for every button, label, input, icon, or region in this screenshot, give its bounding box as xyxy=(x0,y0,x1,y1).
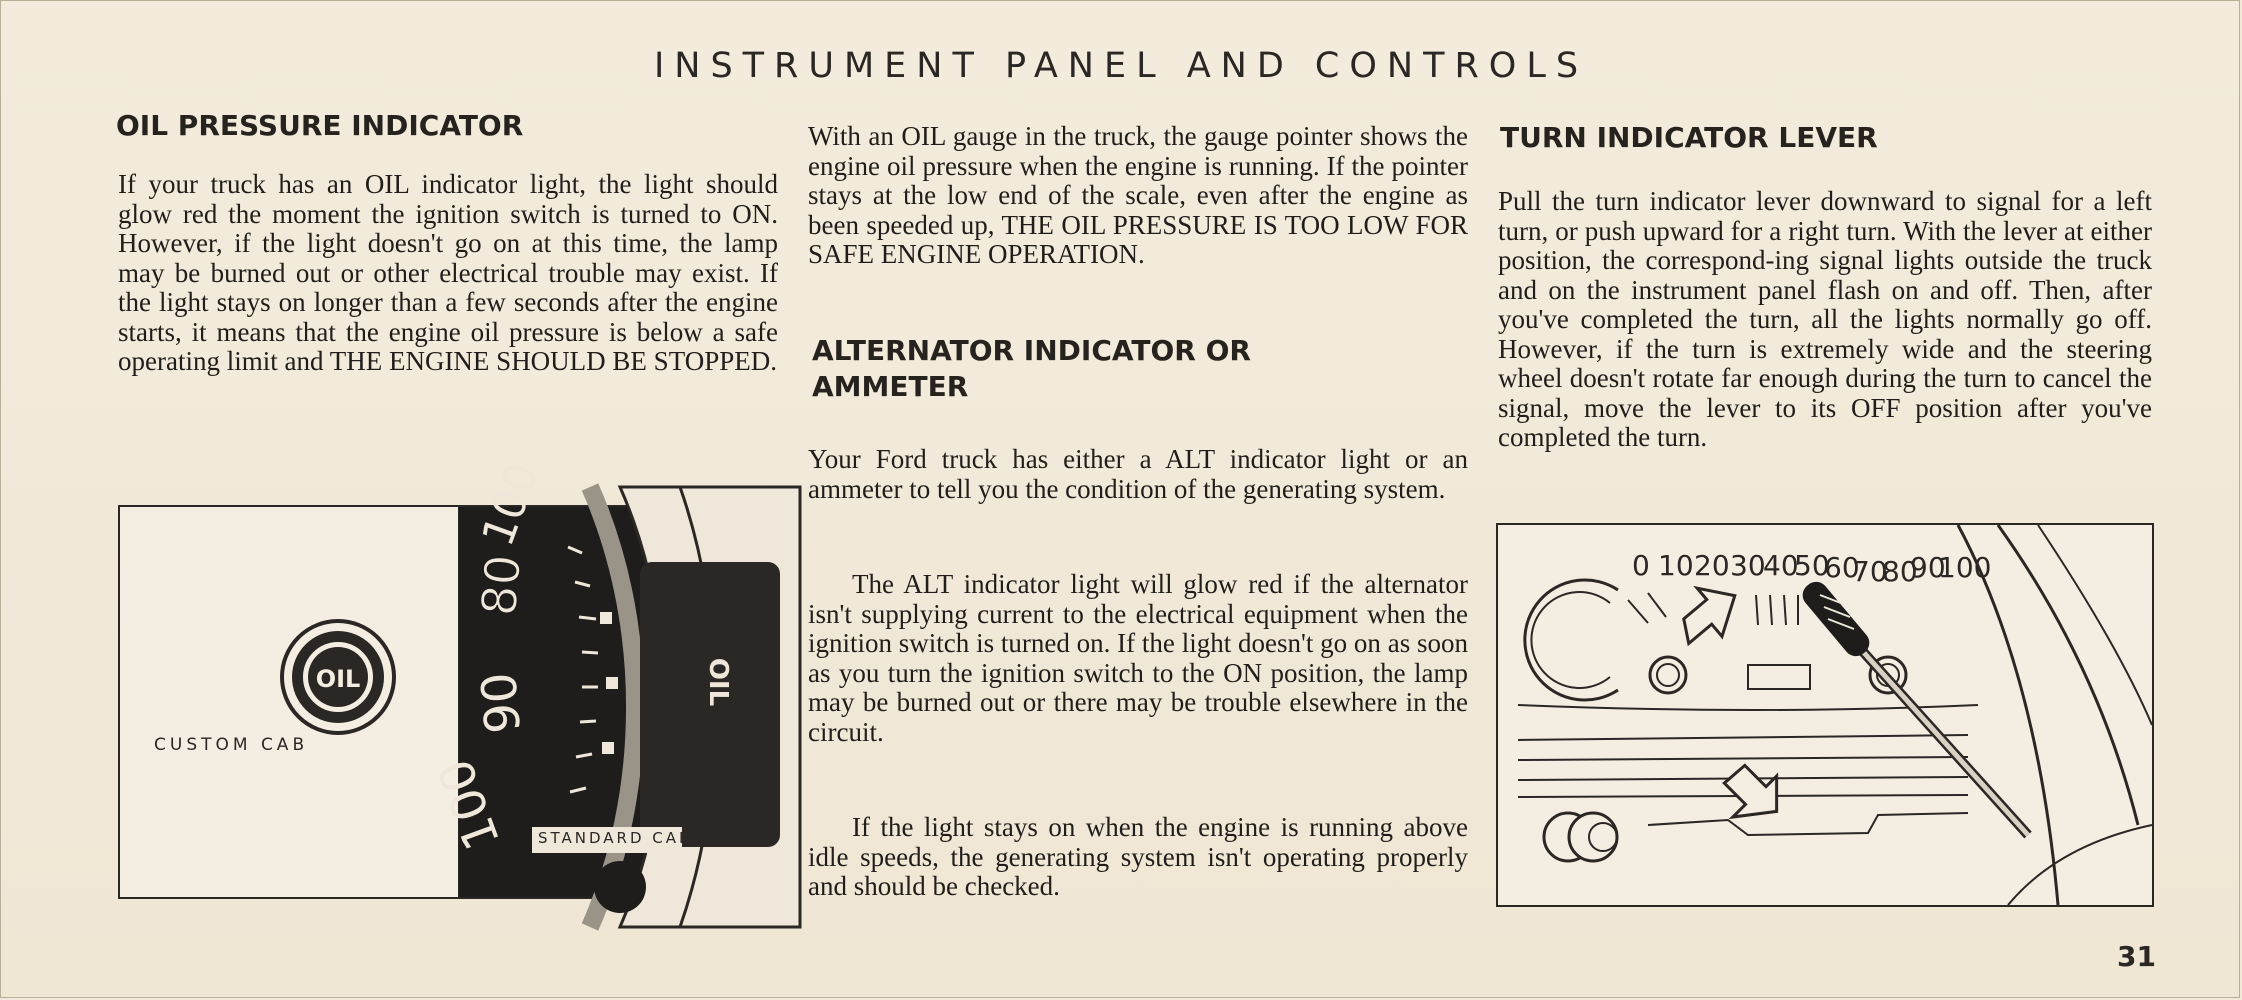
page-number: 31 xyxy=(2117,940,2156,973)
oil-pressure-paragraph: If your truck has an OIL indicator light, the light should glow red the moment the ignition switch is turned to ON. However, if the light doesn't go on at this time, the lamp may be burned out or other electrical trouble may exist. If the light stays on longer than a few seconds after the engine starts, it means that the engine oil pressure is below a safe operating limit and THE ENGINE SHOULD BE STOPPED. xyxy=(118,169,778,376)
speedo-numeral-90: 90 xyxy=(470,670,532,736)
oil-pressure-heading: OIL PRESSURE INDICATOR xyxy=(116,109,524,142)
turn-speedo-40: 40 xyxy=(1763,549,1799,582)
alternator-paragraph-1: Your Ford truck has either a ALT indicator light or an ammeter to tell you the condition of the generating system. xyxy=(808,444,1468,504)
turn-speedo-0: 0 xyxy=(1632,549,1650,582)
turn-lever-knob xyxy=(1798,577,1874,661)
speedo-numeral-80: 80 xyxy=(471,552,533,619)
page-title: INSTRUMENT PANEL AND CONTROLS xyxy=(653,46,1589,86)
turn-indicator-heading: TURN INDICATOR LEVER xyxy=(1500,121,1878,154)
speedo-numeral-100-top: 100 xyxy=(472,456,550,553)
custom-cab-caption: CUSTOM CAB xyxy=(154,735,309,755)
oil-gauge-text: OIL xyxy=(703,657,733,707)
turn-speedo-10: 10 xyxy=(1658,549,1694,582)
turn-up-arrow xyxy=(1665,573,1750,656)
turn-indicator-paragraph: Pull the turn indicator lever downward to signal for a left turn, or push upward for a right turn. With the lever at either position, the correspond-ing signal lights outside the truck and on the instrument panel flash on and off. Then, after you've completed the turn, all the lights normally go off. However, if the turn is extremely wide and the steering wheel doesn't rotate far enough during the turn to cancel the signal, move the lever to its OFF position after you've completed the turn. xyxy=(1498,186,2152,452)
turn-speedo-30: 30 xyxy=(1730,549,1766,582)
alternator-heading: ALTERNATOR INDICATOR OR AMMETER xyxy=(812,334,1251,403)
oil-indicator-figure xyxy=(118,456,778,899)
alternator-paragraph-2: The ALT indicator light will glow red if the alternator isn't supplying current to the electrical equipment when the ignition switch is turned on. If the light doesn't go on as soon as you turn the ignition switch to the ON position, the lamp may be burned out or there may be trouble elsewhere in the circuit. xyxy=(808,569,1468,747)
turn-indicator-figure xyxy=(1496,523,2154,907)
turn-figure-illustration xyxy=(1498,525,2152,905)
alternator-paragraph-3: If the light stays on when the engine is running above idle speeds, the generating system isn't operating properly and should be checked. xyxy=(808,812,1468,901)
oil-lamp-text: OIL xyxy=(315,665,361,693)
turn-speedo-20: 20 xyxy=(1694,549,1730,582)
standard-cab-caption: STANDARD CAB xyxy=(538,829,693,847)
turn-speedo-80: 80 xyxy=(1882,555,1918,588)
turn-speedo-60: 60 xyxy=(1824,551,1860,584)
turn-speedo-50: 50 xyxy=(1794,549,1830,582)
oil-gauge-paragraph: With an OIL gauge in the truck, the gauge pointer shows the engine oil pressure when the engine is running. If the pointer stays at the low end of the scale, even after the engine as been speeded up, THE OIL PRESSURE IS TOO LOW FOR SAFE ENGINE OPERATION. xyxy=(808,121,1468,269)
turn-speedo-90: 90 xyxy=(1910,551,1946,584)
turn-down-arrow xyxy=(1712,753,1795,836)
turn-speedo-100: 100 xyxy=(1938,551,1992,584)
turn-speedo-70: 70 xyxy=(1852,555,1888,588)
speedo-numeral-100: 100 xyxy=(427,751,512,858)
